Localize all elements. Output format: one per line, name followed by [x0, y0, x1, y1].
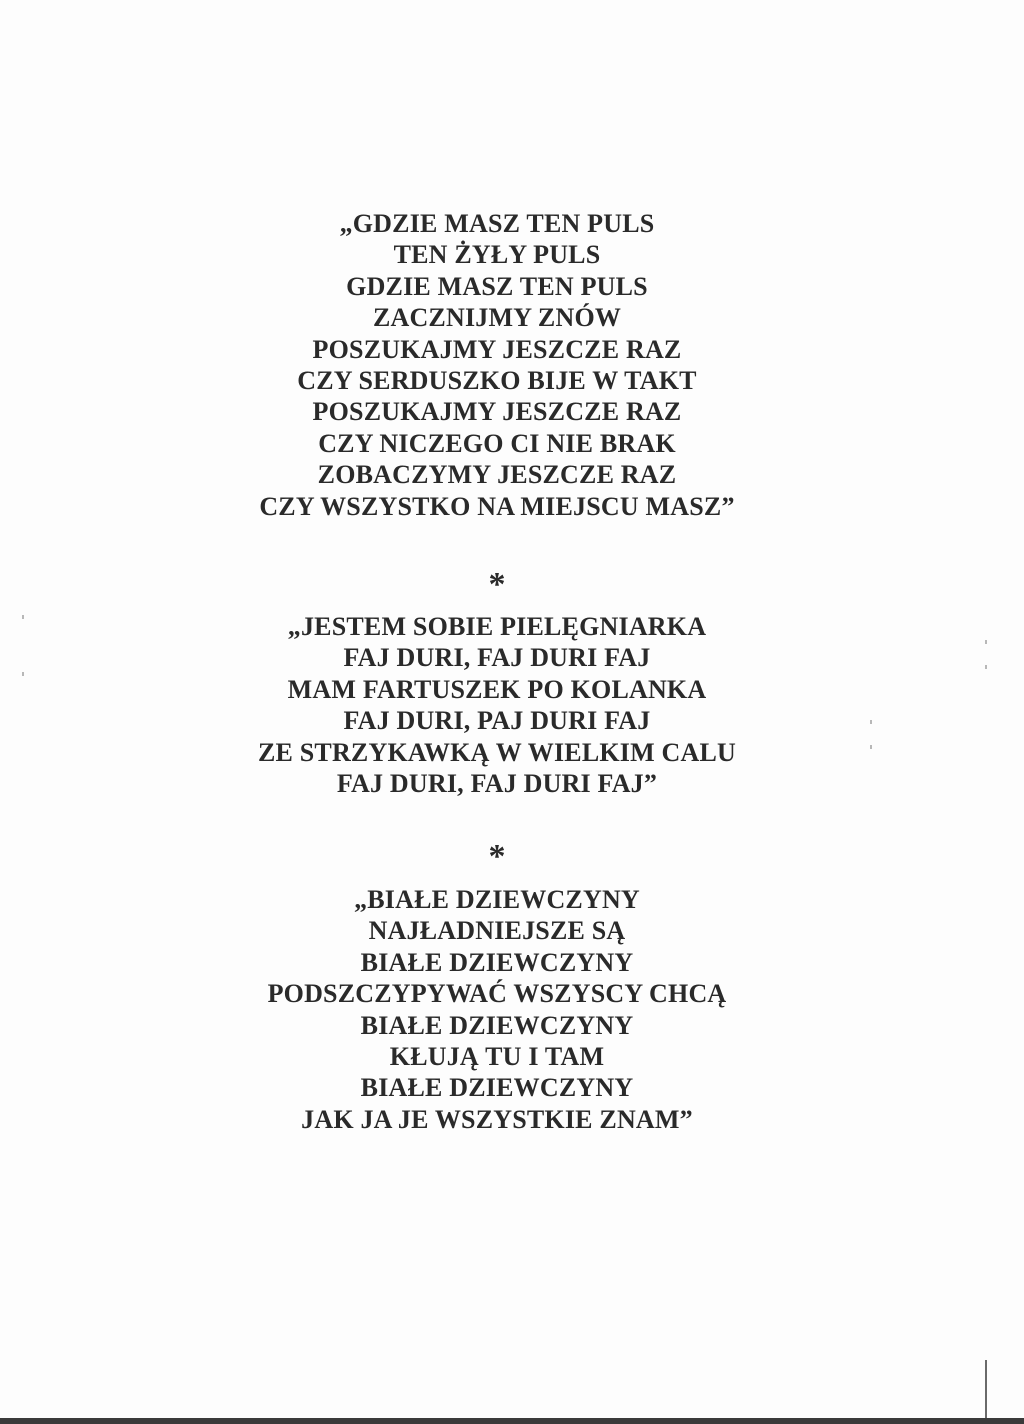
poem-line: CZY NICZEGO CI NIE BRAK [318, 428, 676, 458]
poem-line: CZY SERDUSZKO BIJE W TAKT [297, 366, 697, 396]
poem-gdzie-masz-ten-puls [0, 208, 994, 522]
poem-line: CZY WSZYSTKO NA MIEJSCU MASZ” [259, 491, 735, 521]
poem-line: BIAŁE DZIEWCZYNY [360, 1010, 634, 1040]
poem-line: GDZIE MASZ TEN PULS [346, 271, 648, 301]
poem-line: BIAŁE DZIEWCZYNY [360, 947, 634, 977]
asterisk-separator: * [488, 838, 506, 875]
poem-line: FAJ DURI, PAJ DURI FAJ [343, 706, 651, 736]
poem-line: ZOBACZYMY JESZCZE RAZ [317, 460, 677, 490]
scan-edge-mark [985, 1360, 987, 1418]
poem-line: ZE STRZYKAWKĄ W WIELKIM CALU [257, 737, 737, 767]
poem-line: JAK JA JE WSZYSTKIE ZNAM” [301, 1104, 693, 1134]
poem-line: „GDZIE MASZ TEN PULS [339, 209, 655, 238]
poem-line: BIAŁE DZIEWCZYNY [360, 1073, 634, 1103]
scan-speck [22, 615, 24, 619]
poem-line: POSZUKAJMY JESZCZE RAZ [312, 334, 682, 364]
poem-line: TEN ŻYŁY PULS [393, 240, 601, 270]
poem-line: „BIAŁE DZIEWCZYNY [354, 885, 640, 914]
poem-jestem-sobie-pielegniarka [0, 611, 994, 799]
scan-speck [985, 640, 987, 644]
poem-line: POSZUKAJMY JESZCZE RAZ [312, 397, 682, 427]
poem-line: FAJ DURI, FAJ DURI FAJ” [336, 769, 658, 799]
poem-line: „JESTEM SOBIE PIELĘGNIARKA [287, 612, 707, 641]
poem-biale-dziewczyny [0, 884, 994, 1135]
scan-speck [985, 665, 987, 669]
scan-speck [870, 745, 872, 749]
poem-line: FAJ DURI, FAJ DURI FAJ [343, 643, 651, 673]
asterisk-separator: * [488, 566, 506, 603]
poem-line: KŁUJĄ TU I TAM [389, 1042, 605, 1072]
scan-speck [870, 720, 872, 724]
poem-line: PODSZCZYPYWAĆ WSZYSCY CHCĄ [267, 979, 727, 1009]
poem-line: MAM FARTUSZEK PO KOLANKA [287, 674, 707, 704]
scan-speck [22, 672, 24, 676]
scan-bottom-edge [0, 1418, 1024, 1424]
poem-line: NAJŁADNIEJSZE SĄ [368, 916, 626, 946]
poem-line: ZACZNIJMY ZNÓW [372, 303, 622, 333]
